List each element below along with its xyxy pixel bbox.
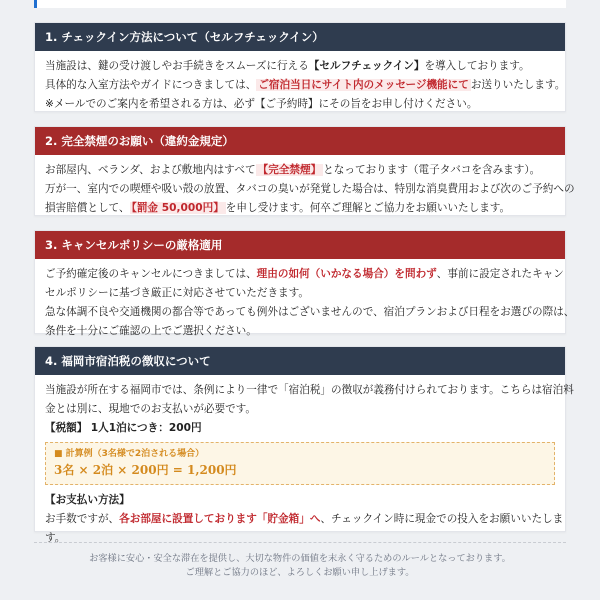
body-line [45, 76, 566, 95]
text: 具体的な入室方法やガイドにつきましては、 [45, 79, 257, 91]
body-line: す。 [45, 532, 66, 544]
fine-amount: 【罰金 50,000円】 [131, 202, 224, 214]
calc-title: ■ 計算例（3名様で2泊される場合） [54, 449, 205, 459]
text: 当施設は、鍵の受け渡しやお手続きをスムーズに行える [45, 60, 309, 72]
body-line: 当施設が所在する福岡市では、条例により一律で「宿泊税」の徴収が義務付けられております。こちらは宿泊料 [45, 384, 574, 396]
text: 、事前に設定されたキャン [436, 268, 564, 280]
body-line [45, 303, 575, 322]
footer-note [0, 552, 600, 580]
body-line [45, 180, 575, 199]
text: お送りいたします。 [470, 79, 566, 91]
text: 万が一、室内での喫煙や吸い殻の放置、タバコの臭いが発覚した場合は、特別な消臭費用および次のご予約への [45, 183, 575, 195]
footer-line: お客様に安心・安全な滞在を提供し、大切な物件の価値を末永く守るためのルールとなっております。 [89, 553, 511, 564]
text: ※メールでのご案内を希望される方は、必ず【ご予約時】にその旨をお申し付けください。 [45, 98, 478, 110]
text: ご予約確定後のキャンセルにつきましては、 [45, 268, 257, 280]
text: を導入しております。 [424, 60, 530, 72]
body-line [45, 57, 555, 76]
body-line [45, 199, 555, 218]
body-line [45, 510, 564, 529]
section-header: 4. 福岡市宿泊税の徴収について [35, 347, 565, 375]
text: となっております（電子タバコを含みます）。 [323, 164, 541, 176]
text: お部屋内、ベランダ、および敷地内はすべて [45, 164, 256, 176]
emphasis-text: 【セルフチェックイン】 [308, 60, 425, 72]
text: セルポリシーに基づき厳正に対応させていただきます。 [45, 287, 309, 299]
text: 、チェックイン時に現金での投入をお願いいたしま [320, 513, 564, 525]
text: お手数ですが、 [45, 513, 120, 525]
highlight-text: 各お部屋に設置しております「貯金箱」へ [119, 513, 321, 525]
highlight-text: 【完全禁煙】 [257, 164, 322, 176]
body-line [45, 265, 564, 284]
tax-rate-line [45, 419, 555, 438]
section-header: 2. 完全禁煙のお願い（違約金規定） [35, 127, 565, 155]
text: を申し受けます。何卒ご理解とご協力をお願いいたします。 [225, 202, 511, 214]
section-header: 1. チェックイン方法について（セルフチェックイン） [35, 23, 565, 51]
previous-card-edge [34, 0, 566, 8]
body-line [45, 322, 555, 341]
accommodation-tax-section [34, 346, 574, 544]
section-header: 3. キャンセルポリシーの厳格適用 [35, 231, 565, 259]
checkin-section [34, 22, 566, 112]
no-smoking-section [34, 126, 575, 216]
footer-line: ご理解とご協力のほど、よろしくお願い申し上げます。 [185, 567, 415, 578]
cancellation-section [34, 230, 575, 337]
body-line [45, 161, 555, 180]
tax-value: 1人1泊につき：200円 [90, 422, 202, 434]
calc-formula: 3名 × 2泊 × 200円 = 1,200円 [54, 463, 237, 477]
tax-label: 【税額】 [45, 422, 88, 434]
footer-divider [34, 542, 566, 543]
body-line: 金とは別に、現地でのお支払いが必要です。 [45, 403, 257, 415]
body-line [45, 284, 555, 303]
text: 条件を十分にご確認の上でご選択ください。 [45, 325, 257, 337]
body-line [45, 95, 555, 114]
calculation-example-box [45, 442, 555, 485]
text: 急な体調不良や交通機関の都合等であっても例外はございませんので、宿泊プランおよび日程をお選びの際は、 [45, 306, 575, 318]
highlight-text: 理由の如何（いかなる場合）を問わず [256, 268, 437, 280]
text: 損害賠償として、 [45, 202, 130, 214]
payment-label: 【お支払い方法】 [45, 494, 130, 506]
highlight-text: ご宿泊当日にサイト内のメッセージ機能にて [258, 79, 469, 91]
